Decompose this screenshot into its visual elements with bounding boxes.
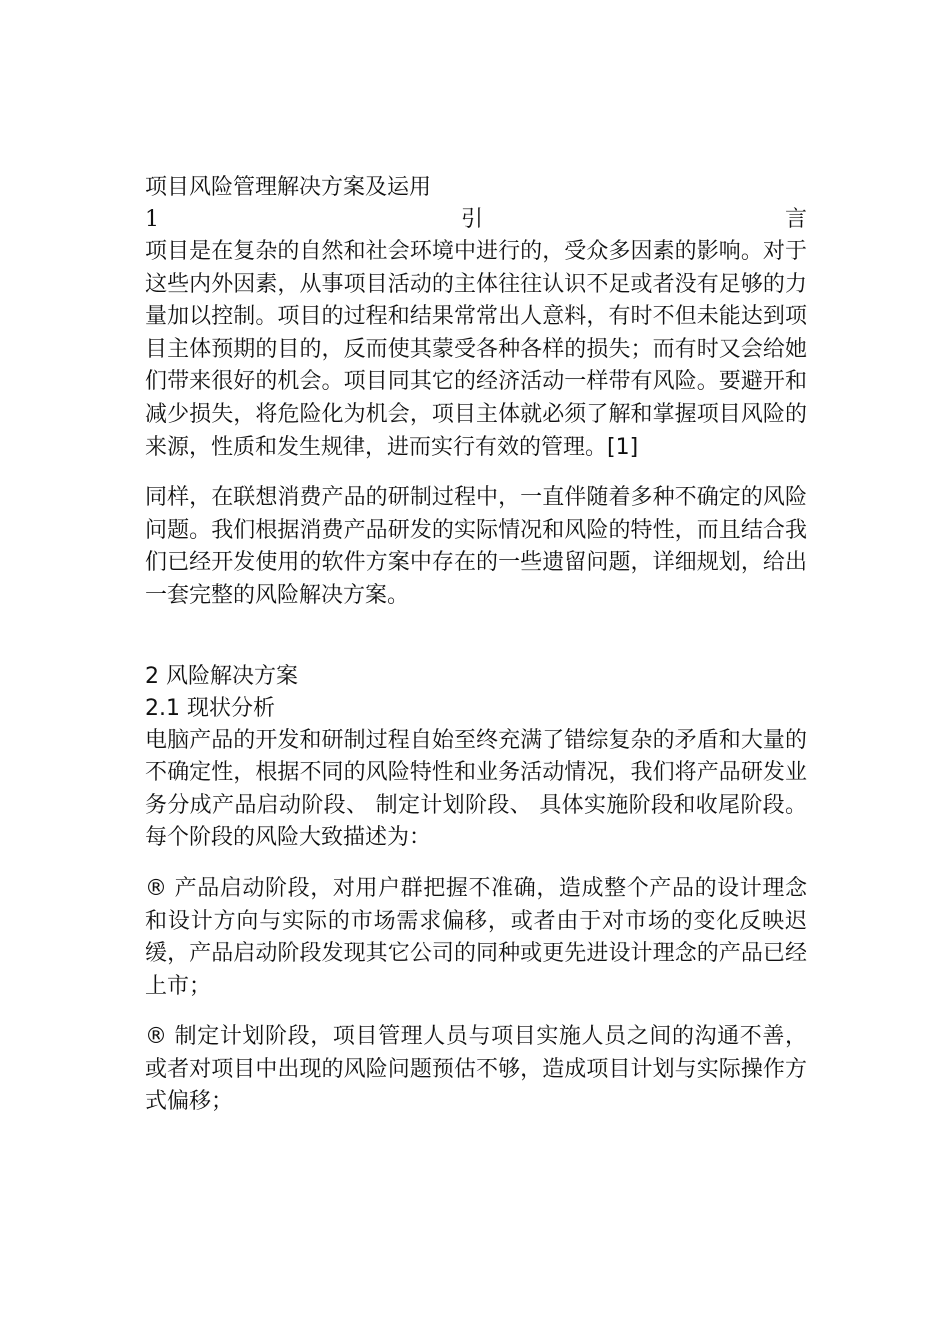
section-1-char-1: 引 — [460, 207, 483, 232]
paragraph-lenovo: 同样，在联想消费产品的研制过程中，一直伴随着多种不确定的风险问题。我们根据消费产品研发的实际情况和风险的特性，而且结合我们已经开发使用的软件方案中存在的一些遗留问题，详细规划，给出一套完整的风险解决方案。 — [145, 485, 807, 608]
section-1-number: 1 — [145, 207, 159, 232]
bullet-planning-phase: ® 制定计划阶段，项目管理人员与项目实施人员之间的沟通不善，或者对项目中出现的风险问题预估不够，造成项目计划与实际操作方式偏移； — [145, 1024, 807, 1115]
paragraph-analysis: 电脑产品的开发和研制过程自始至终充满了错综复杂的矛盾和大量的不确定性，根据不同的风险特性和业务活动情况，我们将产品研发业务分成产品启动阶段、 制定计划阶段、 具体实施阶段和收尾阶段。每个阶段的风险大致描述为： — [145, 727, 807, 851]
section-1-char-2: 言 — [784, 207, 807, 232]
section-2-heading: 2 风险解决方案 — [145, 663, 298, 689]
document-page — [145, 172, 807, 1119]
document-title: 项目风险管理解决方案及运用 — [145, 175, 432, 200]
bullet-startup-phase: ® 产品启动阶段，对用户群把握不准确，造成整个产品的设计理念和设计方向与实际的市场需求偏移，或者由于对市场的变化反映迟缓，产品启动阶段发现其它公司的同种或更先进设计理念的产品已经上市； — [145, 875, 807, 999]
paragraph-intro: 项目是在复杂的自然和社会环境中进行的，受众多因素的影响。对于这些内外因素，从事项目活动的主体往往认识不足或者没有足够的力量加以控制。项目的过程和结果常常出人意料，有时不但未能达到项目主体预期的目的，反而使其蒙受各种各样的损失；而有时又会给她们带来很好的机会。项目同其它的经济活动一样带有风险。要避开和减少损失，将危险化为机会，项目主体就必须了解和掌握项目风险的来源，性质和发生规律，进而实行有效的管理。[1] — [145, 239, 807, 460]
section-1-heading — [145, 204, 807, 236]
section-2-1-heading: 2.1 现状分析 — [145, 695, 275, 721]
